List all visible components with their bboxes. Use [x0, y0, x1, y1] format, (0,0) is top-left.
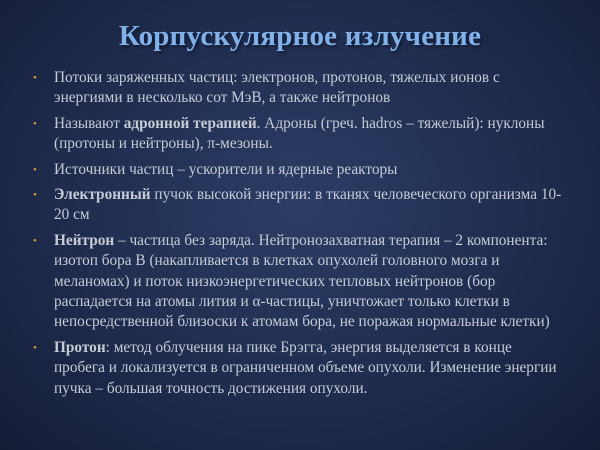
bullet-text: пучок высокой энергии: в тканях человеческого организма 10-20 см	[54, 186, 562, 224]
bullet-marker: •	[33, 72, 37, 84]
bullet-text: Источники частиц – ускорители и ядерные реакторы	[54, 160, 398, 178]
bullet-bold-term: Нейтрон	[54, 231, 115, 249]
bullet-item-neutron	[30, 231, 565, 333]
bullet-marker: •	[33, 189, 37, 202]
bullet-marker: •	[33, 341, 37, 354]
bullet-list	[30, 68, 565, 404]
bullet-bold-term: Электронный	[54, 186, 151, 204]
slide-title: Корпускулярное излучение	[118, 20, 482, 52]
bullet-bold-term: адронной терапией	[123, 114, 257, 132]
bullet-text: – частица без заряда. Нейтронозахватная терапия – 2 компонента: изотоп бора В (накапливается в клетках опухолей головного мозга и меланомах) и поток низкоэнергетических тепловых нейтронов (бор распадается на атомы лития и α-частицы, уничтожает только клетки в непосредственной близоски к атомам бора, не поражая нормальные клетки)	[54, 231, 550, 331]
bullet-prefix: Называют	[54, 114, 124, 132]
bullet-bold-term: Протон	[54, 338, 106, 356]
bullet-marker: •	[33, 117, 37, 130]
bullet-marker: •	[33, 234, 37, 247]
bullet-text: Потоки заряженных частиц: электронов, протонов, тяжелых ионов с энергиями в несколько сот МэВ, а также нейтронов	[54, 69, 500, 107]
bullet-item-electron-beam	[30, 185, 565, 226]
bullet-item-particle-streams	[30, 68, 565, 109]
bullet-item-hadron-therapy	[30, 114, 565, 155]
bullet-item-particle-sources	[30, 160, 565, 180]
bullet-text: . Адроны (греч. hadros – тяжелый): нуклоны (протоны и нейтроны), π-мезоны.	[54, 114, 545, 153]
bullet-item-proton	[30, 338, 565, 399]
bullet-marker: •	[33, 163, 37, 176]
bullet-text: : метод облучения на пике Брэгга, энергия выделяется в конце пробега и локализуется в ограниченном объеме опухоли. Изменение энергии пучка – большая точность достижения опухоли.	[54, 338, 557, 397]
